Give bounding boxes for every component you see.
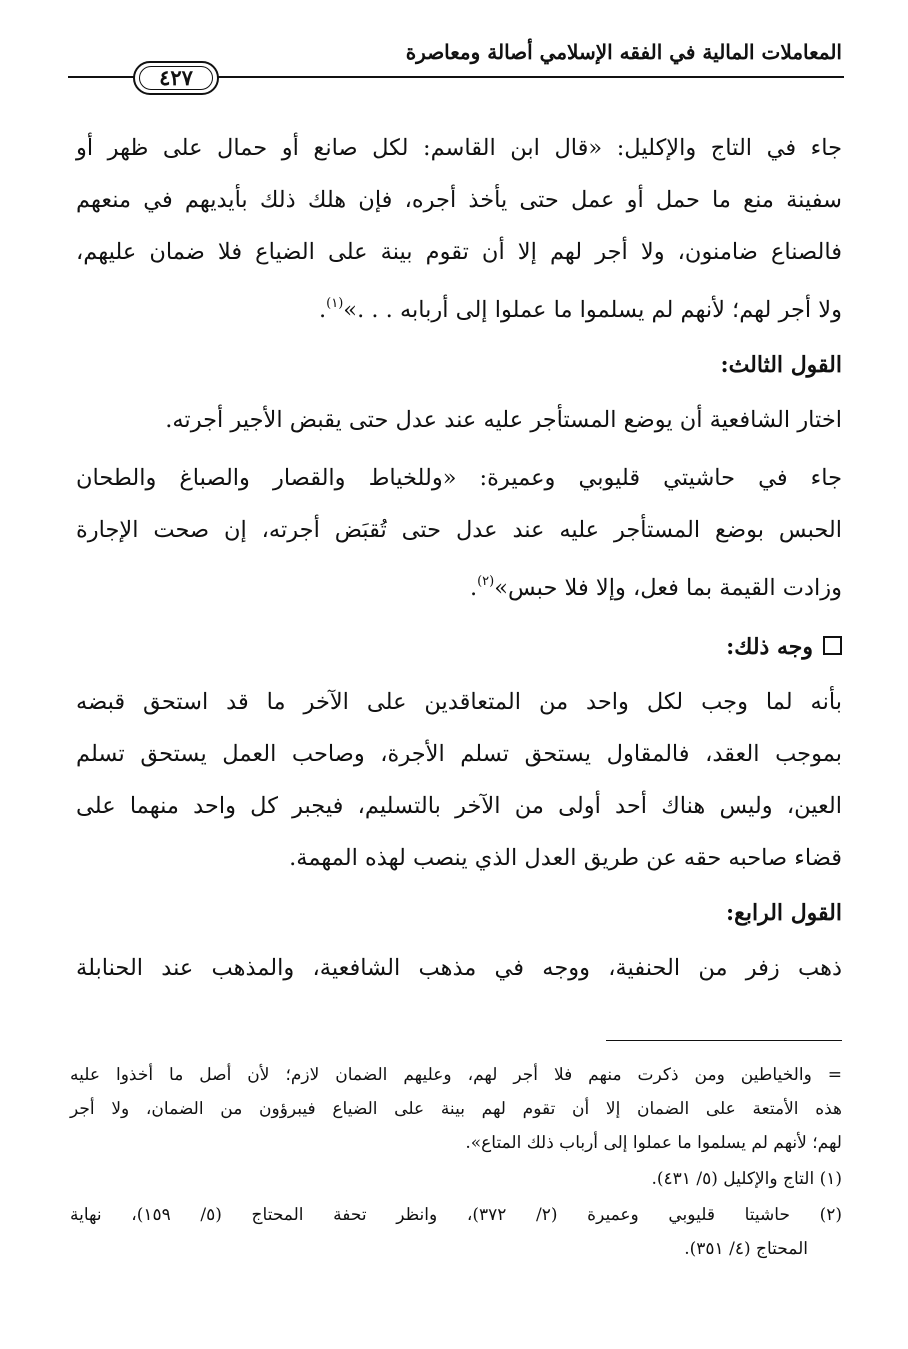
footnote-line: (١) التاج والإكليل (٥/ ٤٣١). xyxy=(651,1169,842,1189)
footnote-ref-1: (١) xyxy=(326,296,344,311)
square-bullet-icon xyxy=(823,636,842,655)
heading-reasoning-label: وجه ذلك: xyxy=(726,634,813,660)
text-line-content: ولا أجر لهم؛ لأنهم لم يسلموا ما عملوا إلى أربابه . . .» xyxy=(343,297,842,323)
text-line: اختار الشافعية أن يوضع المستأجر عليه عند عدل حتى يقبض الأجير أجرته. xyxy=(165,407,842,433)
footnotes xyxy=(70,1058,842,1266)
heading-fourth-opinion: القول الرابع: xyxy=(726,900,842,926)
text-line-content: وزادت القيمة بما فعل، وإلا فلا حبس» xyxy=(494,575,842,601)
footnote-line: = والخياطين ومن ذكرت منهم فلا أجر لهم، وعليهم الضمان لازم؛ لأن أصل ما أخذوا عليه xyxy=(70,1065,842,1085)
footnote-line: هذه الأمتعة على الضمان إلا أن تقوم لهم بينة على الضياع فيبرؤون من الضمان، ولا أجر xyxy=(70,1099,842,1119)
text-line: قضاء صاحبه حقه عن طريق العدل الذي ينصب لهذه المهمة. xyxy=(289,845,842,871)
footnote-ref-2: (٢) xyxy=(477,574,495,589)
paragraph-taj-quote xyxy=(76,122,842,336)
heading-third-opinion: القول الثالث: xyxy=(720,352,842,378)
footnote-separator xyxy=(606,1040,842,1041)
text-line: فالصناع ضامنون، ولا أجر لهم إلا أن تقوم بينة على الضياع فلا ضمان عليهم، xyxy=(76,239,842,265)
heading-reasoning xyxy=(76,618,842,676)
footnote-line: المحتاج (٤/ ٣٥١). xyxy=(684,1239,808,1259)
footnote-line: لهم؛ لأنهم لم يسلموا ما عملوا إلى أرباب ذلك المتاع». xyxy=(465,1133,842,1153)
paragraph-qalyubi-quote xyxy=(76,452,842,614)
main-text xyxy=(76,122,842,994)
text-line: بأنه لما وجب لكل واحد من المتعاقدين على الآخر ما قد استحق قبضه xyxy=(76,689,842,715)
text-line: بموجب العقد، فالمقاول يستحق تسلم الأجرة، وصاحب العمل يستحق تسلم xyxy=(76,741,842,767)
text-line: الحبس بوضع المستأجر عليه عند عدل حتى تُقبَض أجرته، إن صحت الإجارة xyxy=(76,517,842,543)
footnote-continuation xyxy=(70,1058,842,1160)
footnote-2 xyxy=(70,1198,842,1266)
text-line: ولا أجر لهم؛ لأنهم لم يسلموا ما عملوا إلى أربابه . . .»$^{(١)}$. xyxy=(319,296,842,323)
running-title: المعاملات المالية في الفقه الإسلامي أصالة ومعاصرة xyxy=(405,40,842,64)
text-line: العين، وليس هناك أحد أولى من الآخر بالتسليم، فيجبر كل واحد منهما على xyxy=(76,793,842,819)
text-line: سفينة منع ما حمل أو عمل حتى يأخذ أجره، فإن هلك ذلك بأيديهم في منعهم xyxy=(76,187,842,213)
text-line: ذهب زفر من الحنفية، ووجه في مذهب الشافعية، والمذهب عند الحنابلة xyxy=(76,955,842,981)
text-line: جاء في التاج والإكليل: «قال ابن القاسم: لكل صانع أو حمال على ظهر أو xyxy=(76,135,842,161)
page-number-badge xyxy=(133,61,219,95)
paragraph-reasoning xyxy=(76,676,842,884)
footnote-1 xyxy=(70,1162,842,1196)
text-line: وزادت القيمة بما فعل، وإلا فلا حبس»$^{(٢)}$. xyxy=(469,574,842,601)
text-line: جاء في حاشيتي قليوبي وعميرة: «وللخياط والقصار والصباغ والطحان xyxy=(76,465,842,491)
paragraph-zufar xyxy=(76,942,842,994)
paragraph-shafii xyxy=(76,394,842,446)
page-number: ٤٢٧ xyxy=(159,65,193,90)
footnote-line: (٢) حاشيتا قليوبي وعميرة (٢/ ٣٧٢)، وانظر تحفة المحتاج (٥/ ١٥٩)، نهاية xyxy=(70,1205,843,1225)
